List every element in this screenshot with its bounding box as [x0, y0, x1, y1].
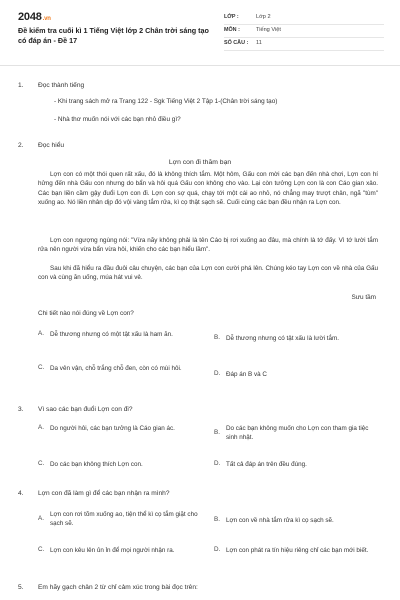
- question-4: [18, 490, 390, 502]
- option-a[interactable]: [38, 424, 198, 433]
- story-paragraph: Lợn con ngượng ngùng nói: "Vừa nãy không phải là tên Cáo bị rơi xuống ao đâu, mà chính là tớ đấy. Vì tớ lười tắm rửa nên người vừa bẩn vừa hôi, khiến cho các bạn hiểu lầm".: [38, 237, 378, 254]
- option-text: Do người hôi, các bạn tưởng là Cáo gian ác.: [50, 425, 175, 432]
- option-text: Dễ thương nhưng có tật xấu là lười tắm.: [226, 335, 339, 342]
- option-d[interactable]: [214, 546, 384, 555]
- option-c[interactable]: [38, 460, 208, 469]
- meta-value: Lớp 2: [256, 14, 271, 21]
- story-title: Lợn con đi thăm bạn: [168, 159, 232, 166]
- option-letter: C.: [38, 364, 45, 372]
- option-b[interactable]: [214, 424, 384, 442]
- meta-value: Tiếng Việt: [256, 27, 281, 34]
- question-prompt: Chi tiết nào nói đúng về Lợn con?: [38, 310, 134, 317]
- logo-text: 2048: [18, 11, 42, 23]
- logo-suffix: .vn: [42, 16, 51, 22]
- option-text: Đáp án B và C: [226, 371, 267, 378]
- option-text: Lợn con phát ra tín hiệu riêng chỉ các bạn mới biết.: [226, 547, 369, 554]
- question-3: [18, 406, 390, 418]
- option-text: Tất cả đáp án trên đều đúng.: [226, 461, 307, 468]
- question-number: 3.: [18, 406, 24, 413]
- option-text: Dễ thương nhưng có một tật xấu là ham ăn.: [50, 331, 173, 338]
- question-title: Vì sao các bạn đuổi Lợn con đi?: [38, 406, 133, 413]
- option-letter: A.: [38, 330, 44, 338]
- story-paragraph: Sau khi đã hiểu ra đầu đuôi câu chuyện, các bạn của Lợn con cười phá lên. Chúng kéo tay Lợn con về nhà của Gấu con và cùng ăn uống, múa hát vui vẻ.: [38, 265, 378, 282]
- option-text: Do các bạn không muốn cho Lợn con tham gia tiệc sinh nhật.: [226, 425, 369, 442]
- question-number: 1.: [18, 82, 24, 89]
- meta-value: 11: [256, 40, 262, 47]
- meta-row-subject: [224, 25, 384, 38]
- option-letter: A.: [38, 424, 44, 432]
- option-letter: B.: [214, 334, 220, 342]
- question-2: [18, 142, 390, 154]
- question-number: 4.: [18, 490, 24, 497]
- meta-label: LỚP :: [224, 14, 239, 21]
- option-letter: B.: [214, 428, 220, 436]
- meta-row-class: [224, 12, 384, 25]
- option-c[interactable]: [38, 364, 213, 373]
- option-letter: D.: [214, 460, 221, 468]
- document-title: Đề kiểm tra cuối kì 1 Tiếng Việt lớp 2 Chân trời sáng tạo có đáp án - Đề 17: [18, 26, 209, 46]
- option-a[interactable]: [38, 330, 198, 339]
- meta-label: MÔN :: [224, 27, 240, 34]
- question-1: [18, 82, 390, 132]
- option-text: Lợn con về nhà tắm rửa kì cọ sạch sẽ.: [226, 517, 334, 524]
- question-number: 5.: [18, 584, 24, 591]
- option-b[interactable]: [214, 334, 384, 343]
- question-line: - Nhà thơ muốn nói với các bạn nhỏ điều gì?: [54, 116, 181, 123]
- option-letter: D.: [214, 546, 221, 554]
- meta-table: [224, 12, 384, 51]
- site-logo[interactable]: [18, 10, 51, 25]
- option-d[interactable]: [214, 370, 384, 379]
- question-title: Đọc hiểu: [38, 142, 65, 149]
- option-letter: A.: [38, 514, 44, 522]
- option-text: Lợn con kêu lên ủn ỉn để mọi người nhận ra.: [50, 547, 175, 554]
- question-title: Đọc thành tiếng: [38, 82, 85, 89]
- option-c[interactable]: [38, 546, 208, 555]
- question-title: Lợn con đã làm gì để các bạn nhận ra mình?: [38, 490, 170, 497]
- option-b[interactable]: [214, 516, 384, 525]
- option-text: Da vên vận, chỗ trắng chỗ đen, còn có mùi hôi.: [50, 365, 182, 372]
- option-letter: C.: [38, 460, 45, 468]
- question-number: 2.: [18, 142, 24, 149]
- story-paragraph: Lợn con có một thói quen rất xấu, đó là không thích tắm. Một hôm, Gấu con mời các bạn đến nhà chơi, Lợn con hí hửng đến nhà Gấu con nhưng do bẩn và hôi quá Gấu con không cho vào. Lại còn tưởng Lợn con là con Cáo gian xảo. Các bạn liền cầm gậy đuổi Lợn con đi. Lợn con sợ quá, chạy tới một cái ao nhỏ, nó chẳng may trượt chân, ngã "tùm" xuống ao. Nó liền nhân dịp đó vội vàng tắm rửa, kì cọ thật sạch sẽ. Cuối cùng các bạn đều nhận ra Lợn con.: [38, 171, 378, 207]
- question-5: [18, 584, 390, 596]
- option-letter: D.: [214, 370, 221, 378]
- page-header: [0, 0, 400, 66]
- question-title: Em hãy gạch chân 2 từ chỉ cảm xúc trong bài đọc trên:: [38, 584, 198, 591]
- option-a[interactable]: [38, 510, 208, 528]
- option-d[interactable]: [214, 460, 384, 469]
- option-letter: C.: [38, 546, 45, 554]
- option-text: Lợn con rơi tõm xuống ao, tiện thể kì cọ tắm giặt cho sạch sẽ.: [50, 511, 198, 528]
- option-text: Do các bạn không thích Lợn con.: [50, 461, 143, 468]
- question-line: - Khi trang sách mở ra Trang 122 - Sgk Tiếng Việt 2 Tập 1-(Chân trời sáng tạo): [54, 98, 278, 105]
- meta-label: SỐ CÂU :: [224, 40, 249, 47]
- meta-row-count: [224, 38, 384, 51]
- story-source: Sưu tầm: [351, 294, 376, 301]
- option-letter: B.: [214, 516, 220, 524]
